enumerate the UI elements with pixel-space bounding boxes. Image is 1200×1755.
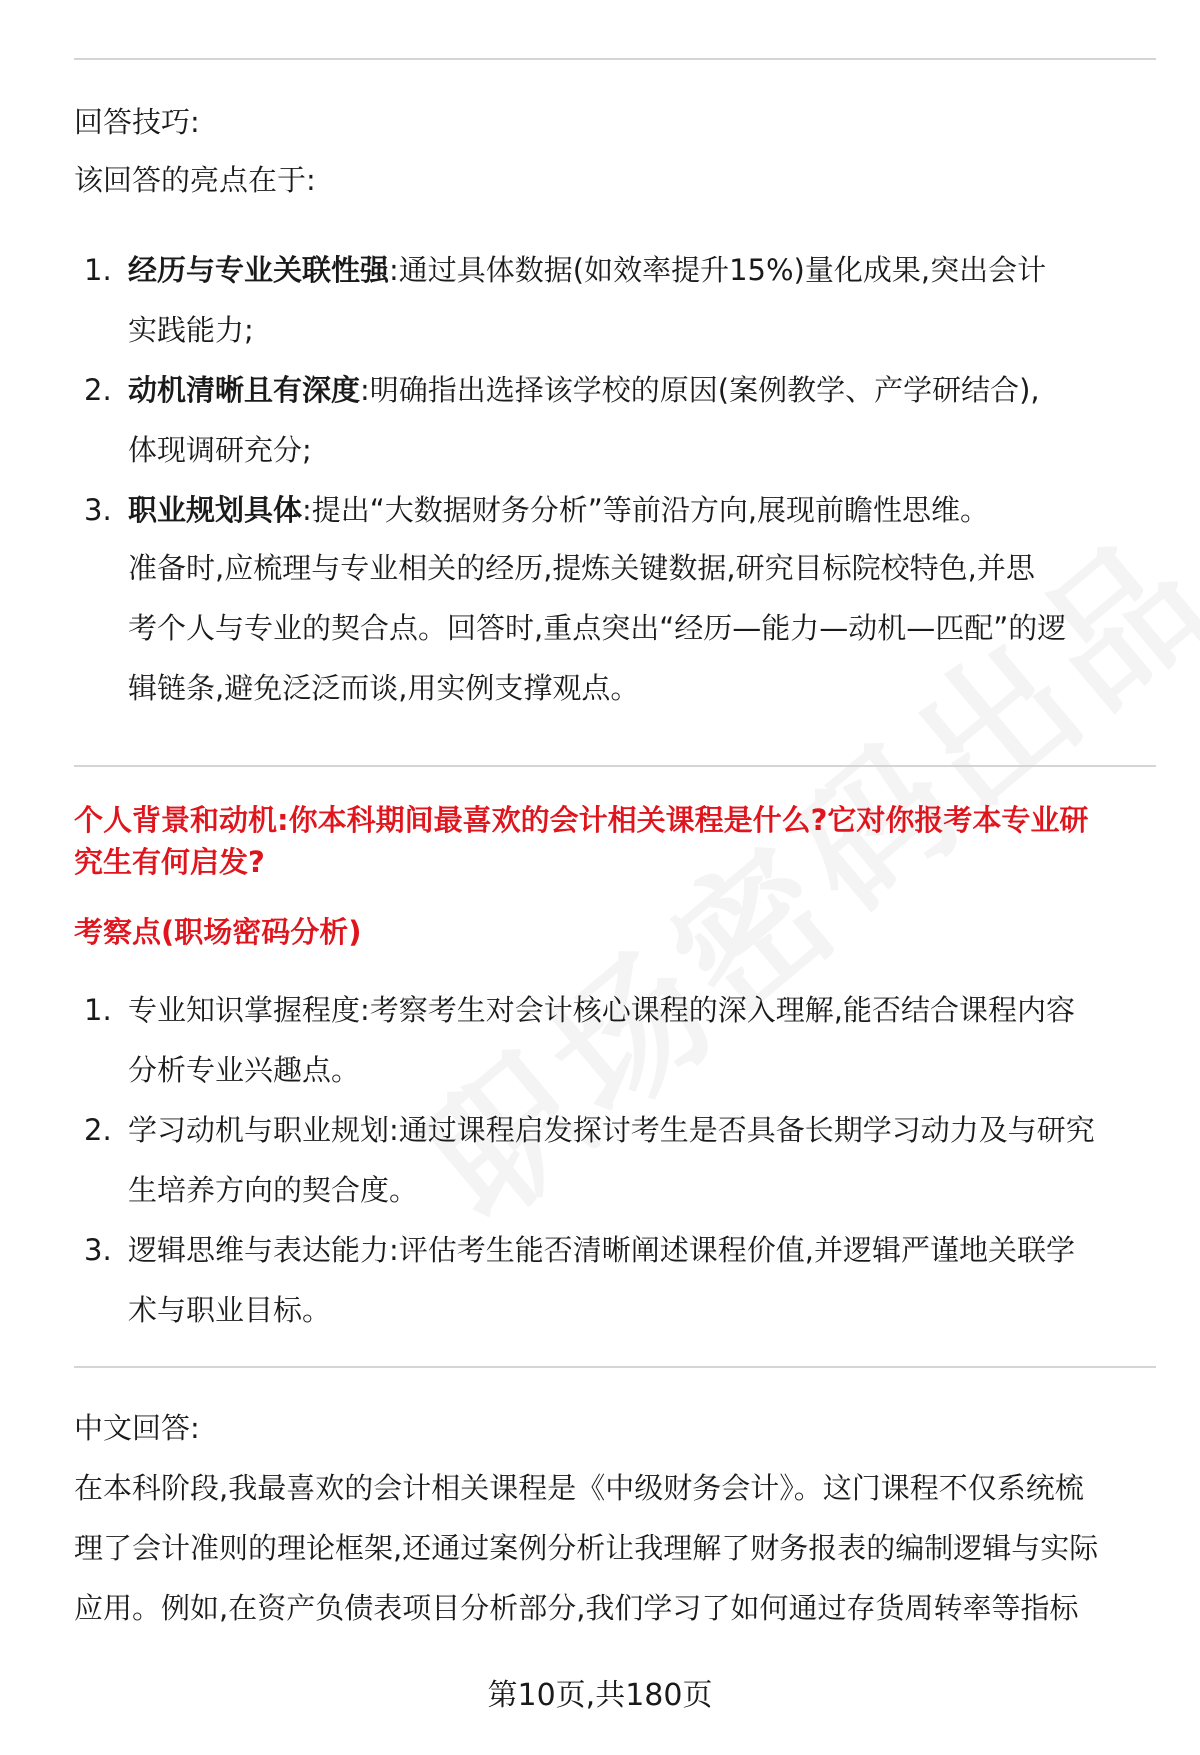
list-number: 2. xyxy=(84,1113,112,1147)
list-item xyxy=(128,490,989,530)
list-item-continuation: 术与职业目标。 xyxy=(128,1293,332,1327)
paragraph-line: 辑链条,避免泛泛而谈,用实例支撑观点。 xyxy=(128,671,640,705)
list-item-continuation: 生培养方向的契合度。 xyxy=(128,1173,419,1207)
question-heading-continuation: 究生有何启发? xyxy=(74,845,265,879)
list-item: 专业知识掌握程度:考察考生对会计核心课程的深入理解,能否结合课程内容 xyxy=(128,993,1075,1027)
list-number: 1. xyxy=(84,993,112,1027)
list-item xyxy=(128,250,1046,290)
list-item-title: 经历与专业关联性强 xyxy=(128,253,390,287)
paragraph-line: 准备时,应梳理与专业相关的经历,提炼关键数据,研究目标院校特色,并思 xyxy=(128,551,1035,585)
list-number: 3. xyxy=(84,1233,112,1267)
list-item: 逻辑思维与表达能力:评估考生能否清晰阐述课程价值,并逻辑严谨地关联学 xyxy=(128,1233,1075,1267)
list-item-text: :提出“大数据财务分析”等前沿方向,展现前瞻性思维。 xyxy=(302,493,990,527)
page-number-footer: 第10页,共180页 xyxy=(487,1678,713,1713)
list-item xyxy=(128,370,1040,410)
list-item-continuation: 分析专业兴趣点。 xyxy=(128,1053,361,1087)
list-number: 3. xyxy=(84,493,112,527)
highlights-label: 该回答的亮点在于: xyxy=(74,163,316,197)
answer-label: 中文回答: xyxy=(74,1411,200,1445)
tips-label: 回答技巧: xyxy=(74,105,200,139)
divider xyxy=(74,1366,1156,1368)
divider xyxy=(74,765,1156,767)
question-heading: 个人背景和动机:你本科期间最喜欢的会计相关课程是什么?它对你报考本专业研 xyxy=(74,803,1089,837)
list-item-text: :通过具体数据(如效率提升15%)量化成果,突出会计 xyxy=(389,253,1047,287)
list-item-continuation: 实践能力; xyxy=(128,313,254,347)
list-item: 学习动机与职业规划:通过课程启发探讨考生是否具备长期学习动力及与研究 xyxy=(128,1113,1095,1147)
divider xyxy=(74,58,1156,60)
list-item-continuation: 体现调研充分; xyxy=(128,433,312,467)
answer-line: 在本科阶段,我最喜欢的会计相关课程是《中级财务会计》。这门课程不仅系统梳 xyxy=(74,1471,1084,1505)
list-item-title: 动机清晰且有深度 xyxy=(128,373,361,407)
list-number: 1. xyxy=(84,253,112,287)
paragraph-line: 考个人与专业的契合点。回答时,重点突出“经历—能力—动机—匹配”的逻 xyxy=(128,611,1067,645)
list-item-text: :明确指出选择该学校的原因(案例教学、产学研结合), xyxy=(360,373,1040,407)
answer-line: 理了会计准则的理论框架,还通过案例分析让我理解了财务报表的编制逻辑与实际 xyxy=(74,1531,1099,1565)
points-heading: 考察点(职场密码分析) xyxy=(74,915,362,949)
answer-line: 应用。例如,在资产负债表项目分析部分,我们学习了如何通过存货周转率等指标 xyxy=(74,1591,1079,1625)
list-number: 2. xyxy=(84,373,112,407)
list-item-title: 职业规划具体 xyxy=(128,493,303,527)
